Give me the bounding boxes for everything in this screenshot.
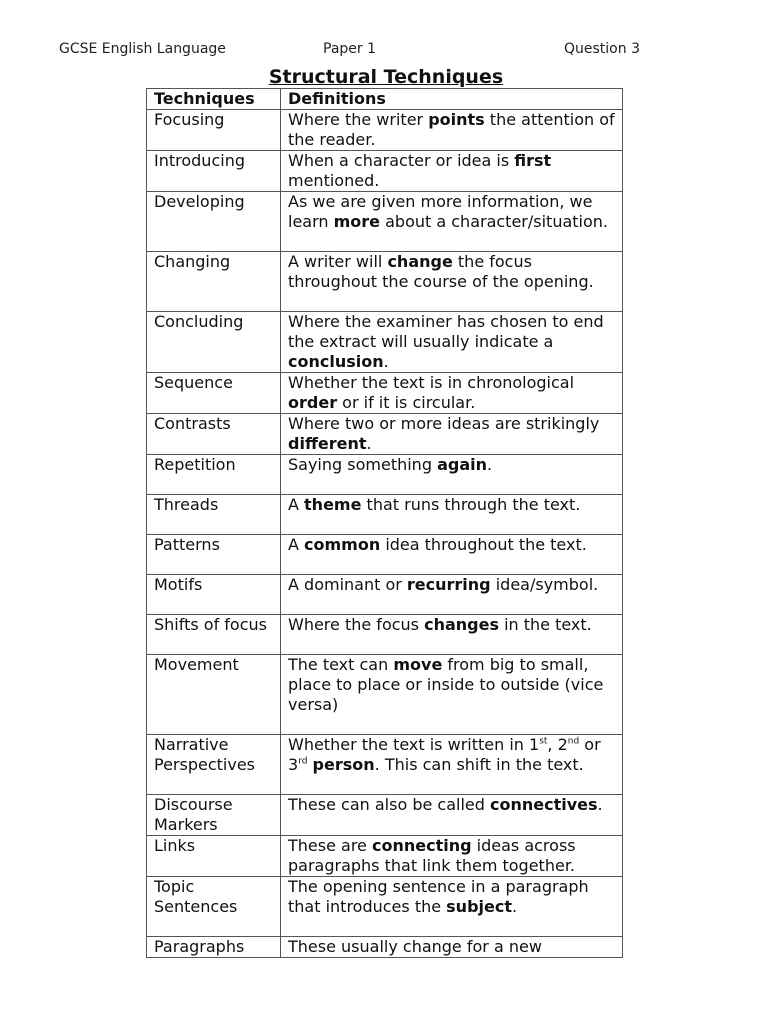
definition-text: mentioned. — [288, 171, 380, 190]
table-row — [147, 615, 623, 655]
key-word: theme — [304, 495, 362, 514]
definition-text: These usually change for a new — [288, 937, 542, 956]
definition-text: When a character or idea is — [288, 151, 515, 170]
key-word: different — [288, 434, 367, 453]
definition-text: idea throughout the text. — [380, 535, 587, 554]
key-word: subject — [446, 897, 512, 916]
definition-text: in the text. — [498, 615, 592, 634]
page-title: Structural Techniques — [268, 66, 504, 88]
technique-definition — [281, 615, 623, 655]
definition-text: about a character/situation. — [380, 212, 608, 231]
key-word: common — [304, 535, 381, 554]
definition-text: The text can — [288, 655, 394, 674]
technique-definition — [281, 192, 623, 252]
technique-definition — [281, 151, 623, 192]
table-row — [147, 795, 623, 836]
definition-text: that runs through the text. — [361, 495, 581, 514]
key-word: changes — [424, 615, 499, 634]
definition-text: These can also be called — [288, 795, 490, 814]
technique-definition — [281, 373, 623, 414]
key-word: first — [514, 151, 552, 170]
technique-term: Threads — [147, 495, 281, 535]
technique-term: Discourse Markers — [147, 795, 281, 836]
techniques-table — [146, 88, 623, 958]
ordinal-suffix: rd — [298, 756, 308, 767]
table-row — [147, 192, 623, 252]
technique-definition — [281, 877, 623, 937]
column-header-techniques: Techniques — [147, 89, 281, 110]
technique-definition — [281, 312, 623, 373]
definition-text: Where the examiner has chosen to end the extract will usually indicate a — [288, 312, 604, 351]
technique-term: Shifts of focus — [147, 615, 281, 655]
definition-text: Saying something — [288, 455, 438, 474]
technique-definition — [281, 735, 623, 795]
technique-term: Movement — [147, 655, 281, 735]
definition-text: . — [366, 434, 372, 453]
definition-text: Whether the text is written in 1 — [288, 735, 540, 754]
definition-text: . — [512, 897, 518, 916]
technique-term: Introducing — [147, 151, 281, 192]
definition-text: Whether the text is in chronological — [288, 373, 575, 392]
technique-term: Narrative Perspectives — [147, 735, 281, 795]
technique-term: Patterns — [147, 535, 281, 575]
key-word: recurring — [406, 575, 491, 594]
definition-text: A dominant or — [288, 575, 407, 594]
key-word: move — [393, 655, 443, 674]
definition-text: Where the focus — [288, 615, 425, 634]
table-body — [147, 110, 623, 958]
definition-text: Where two or more ideas are strikingly — [288, 414, 600, 433]
table-row — [147, 373, 623, 414]
header-paper: Paper 1 — [323, 41, 377, 57]
technique-definition — [281, 414, 623, 455]
table-row — [147, 535, 623, 575]
definition-text: idea/symbol. — [490, 575, 599, 594]
definition-text: , 2 — [547, 735, 568, 754]
technique-definition — [281, 110, 623, 151]
key-word: conclusion — [288, 352, 384, 371]
table-row — [147, 575, 623, 615]
definition-text: The opening sentence in a paragraph that introduces the — [288, 877, 589, 916]
header-subject: GCSE English Language — [59, 41, 226, 57]
definition-text: These are — [288, 836, 372, 855]
table-row — [147, 414, 623, 455]
technique-term: Developing — [147, 192, 281, 252]
technique-definition — [281, 655, 623, 735]
key-word: change — [387, 252, 453, 271]
definition-text: . This can shift in the text. — [374, 755, 584, 774]
table-header-row — [147, 89, 623, 110]
technique-term: Concluding — [147, 312, 281, 373]
technique-definition — [281, 937, 623, 958]
column-header-definitions: Definitions — [281, 89, 623, 110]
technique-term: Contrasts — [147, 414, 281, 455]
technique-definition — [281, 795, 623, 836]
technique-term: Sequence — [147, 373, 281, 414]
technique-term: Links — [147, 836, 281, 877]
definition-text: the focus throughout the course of the opening. — [288, 252, 594, 291]
table-row — [147, 655, 623, 735]
table-row — [147, 937, 623, 958]
technique-definition — [281, 836, 623, 877]
technique-definition — [281, 495, 623, 535]
table-row — [147, 312, 623, 373]
definition-text: or 3 — [288, 735, 601, 774]
table-row — [147, 151, 623, 192]
definition-text: ideas across paragraphs that link them together. — [288, 836, 576, 875]
key-word: person — [312, 755, 375, 774]
definition-text: . — [486, 455, 493, 474]
technique-term: Motifs — [147, 575, 281, 615]
key-word: connectives — [489, 795, 598, 814]
definition-text: the attention of the reader. — [288, 110, 615, 149]
technique-term: Paragraphs — [147, 937, 281, 958]
definition-text: A writer will — [288, 252, 388, 271]
technique-definition — [281, 252, 623, 312]
table-row — [147, 735, 623, 795]
table-row — [147, 110, 623, 151]
technique-term: Repetition — [147, 455, 281, 495]
definition-text: . — [597, 795, 603, 814]
table-row — [147, 495, 623, 535]
table-row — [147, 877, 623, 937]
page-header — [0, 41, 768, 61]
key-word: order — [288, 393, 338, 412]
technique-definition — [281, 575, 623, 615]
technique-term: Topic Sentences — [147, 877, 281, 937]
ordinal-suffix: nd — [567, 736, 580, 747]
table-row — [147, 836, 623, 877]
technique-term: Focusing — [147, 110, 281, 151]
technique-definition — [281, 455, 623, 495]
definition-text: . — [383, 352, 389, 371]
definition-text: As we are given more information, we learn — [288, 192, 593, 231]
definition-text: from big to small, place to place or inside to outside (vice versa) — [288, 655, 604, 714]
definition-text: or if it is circular. — [337, 393, 476, 412]
definition-text: A — [288, 495, 305, 514]
key-word: more — [333, 212, 381, 231]
definition-text: A — [288, 535, 305, 554]
table-row — [147, 252, 623, 312]
technique-definition — [281, 535, 623, 575]
header-question: Question 3 — [564, 41, 640, 57]
technique-term: Changing — [147, 252, 281, 312]
key-word: again — [437, 455, 487, 474]
ordinal-suffix: st — [539, 736, 548, 747]
key-word: connecting — [371, 836, 472, 855]
definition-text: Where the writer — [288, 110, 429, 129]
table-row — [147, 455, 623, 495]
key-word: points — [428, 110, 485, 129]
